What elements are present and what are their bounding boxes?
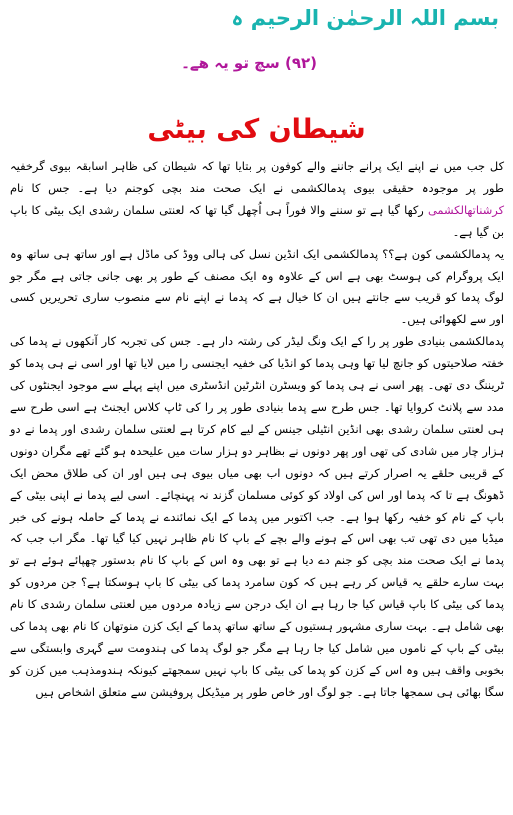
child-name: کرشناتھالکشمی xyxy=(427,202,504,217)
paragraph-1-text-a: کل جب میں نے اپنے ایک پرانے جاننے والے کوفون پر بتایا تھا کہ شیطان کی ظاہر اسابقہ بیوی گرخفیہ طور پر موجودہ حقیقی بیوی پدمالکشمی نے ایک صحت مند بچی کوجنم دیا ہے۔ جس کا نام xyxy=(10,159,504,195)
series-subtitle: (۹۲) سچ تو یہ ھے۔ xyxy=(181,54,317,72)
paragraph-1 xyxy=(10,156,504,244)
paragraph-1-text-b: رکھا گیا ہے تو سننے والا فوراً ہی اُچھل گیا تھا کہ لعنتی سلمان رشدی ایک بیٹی کا باپ بن گیا ہے۔ xyxy=(10,202,504,239)
bismillah-heading: بسم اللہ الرحمٰن الرحیم ہ xyxy=(231,6,499,30)
paragraph-3: پدمالکشمی بنیادی طور پر را کے ایک ونگ لیڈر کی رشتہ دار ہے۔ جس کی تجربہ کار آنکھوں نے پدما کی خفتہ صلاحیتوں کو جانچ لیا تھا وہی پدما کو انڈیا کی خفیہ ایجنسی را میں لایا تھا اور اسی نے ہی پدما کو ٹریننگ دی تھی۔ پھر اسی نے ہی پدما کو ویسٹرن انٹرٹین انڈسٹری میں اپنے پہلے سے موجود ایجنٹوں کی مدد سے پلانٹ کروایا تھا۔ جس طرح سے پدما بنیادی طور پر را کی ٹاپ کلاس ایجنٹ ہے اسی طرح سے ہی لعنتی سلمان رشدی بھی انڈین انٹیلی جینس کے لیے کام کرتا ہے لعنتی سلمان رشدی اور پدما نے دو ہزار چار میں شادی کی تھی اور پھر دونوں نے بظاہر دو ہزار سات میں علیحدہ ہو گئے تھے مگران دونوں کے قریبی حلقے یہ اصرار کرتے ہیں کہ دونوں اب بھی میاں بیوی ہی ہیں اور ان کی طلاق محض ایک ڈھونگ ہے تا کہ پدما اور اس کی اولاد کو کوئی مسلمان گزند نہ پہنچائے۔ اسی لیے پدما نے اپنی بیٹی کے باپ کے نام کو خفیہ رکھا ہوا ہے۔ جب اکتوبر میں پدما کے ایک نمائندے نے پدما کے حاملہ ہونے کی خبر میڈیا میں دی تھی تب بھی اس کے ہونے والے بچے کے باپ کا نام ظاہر نہیں کیا گیا تھا۔ مگر اب جب کہ پدما نے ایک صحت مند بچی کو جنم دے دیا ہے تو بھی وہ اس کے باپ کا نام بدستور چھپائے ہوئے ہے تو بہت سارے حلقے یہ قیاس کر رہے ہیں کہ کون سامرد پدما کی بیٹی کا باپ ہوسکتا ہے؟ جن مردوں کو پدما کی بیٹی کا باپ قیاس کیا جا رہا ہے ان ایک درجن سے زیادہ مردوں میں لعنتی سلمان رشدی کا نام بھی شامل ہے۔ بہت ساری مشہور ہستیوں کے ساتھ ساتھ پدما کے ایک کزن منوتھان کا نام بھی پدما کی بیٹی کے باپ کے ناموں میں شامل کیا جا رہا ہے مگر جو لوگ پدما کی ہندومت سے گہری وابستگی سے بخوبی واقف ہیں وہ اس کے کزن کو پدما کی بیٹی کا باپ نہیں سمجھتے کیونکہ ہندومذہب میں کزن کو سگا بھائی ہی سمجھا جاتا ہے۔ جو لوگ اور خاص طور پر میڈیکل پروفیشن سے متعلق اشخاص ہیں xyxy=(10,334,504,699)
paragraph-2: یہ پدمالکشمی کون ہے؟؟ پدمالکشمی ایک انڈین نسل کی ہالی ووڈ کی ماڈل ہے اور ساتھ ہی ساتھ وہ ایک پروگرام کی ہوسٹ بھی ہے اس کے علاوہ وہ ایک مصنف کے طور پر بھی جانی جاتی ہے مگر جو لوگ پدما کو قریب سے جانتے ہیں ان کا خیال ہے کہ پدما نے اپنے نام سے منصوب ساری تحریریں کسی اور سے لکھوائی ہیں۔ xyxy=(10,246,504,327)
article-body xyxy=(10,156,504,704)
article-title: شیطان کی بیٹی xyxy=(147,114,366,145)
